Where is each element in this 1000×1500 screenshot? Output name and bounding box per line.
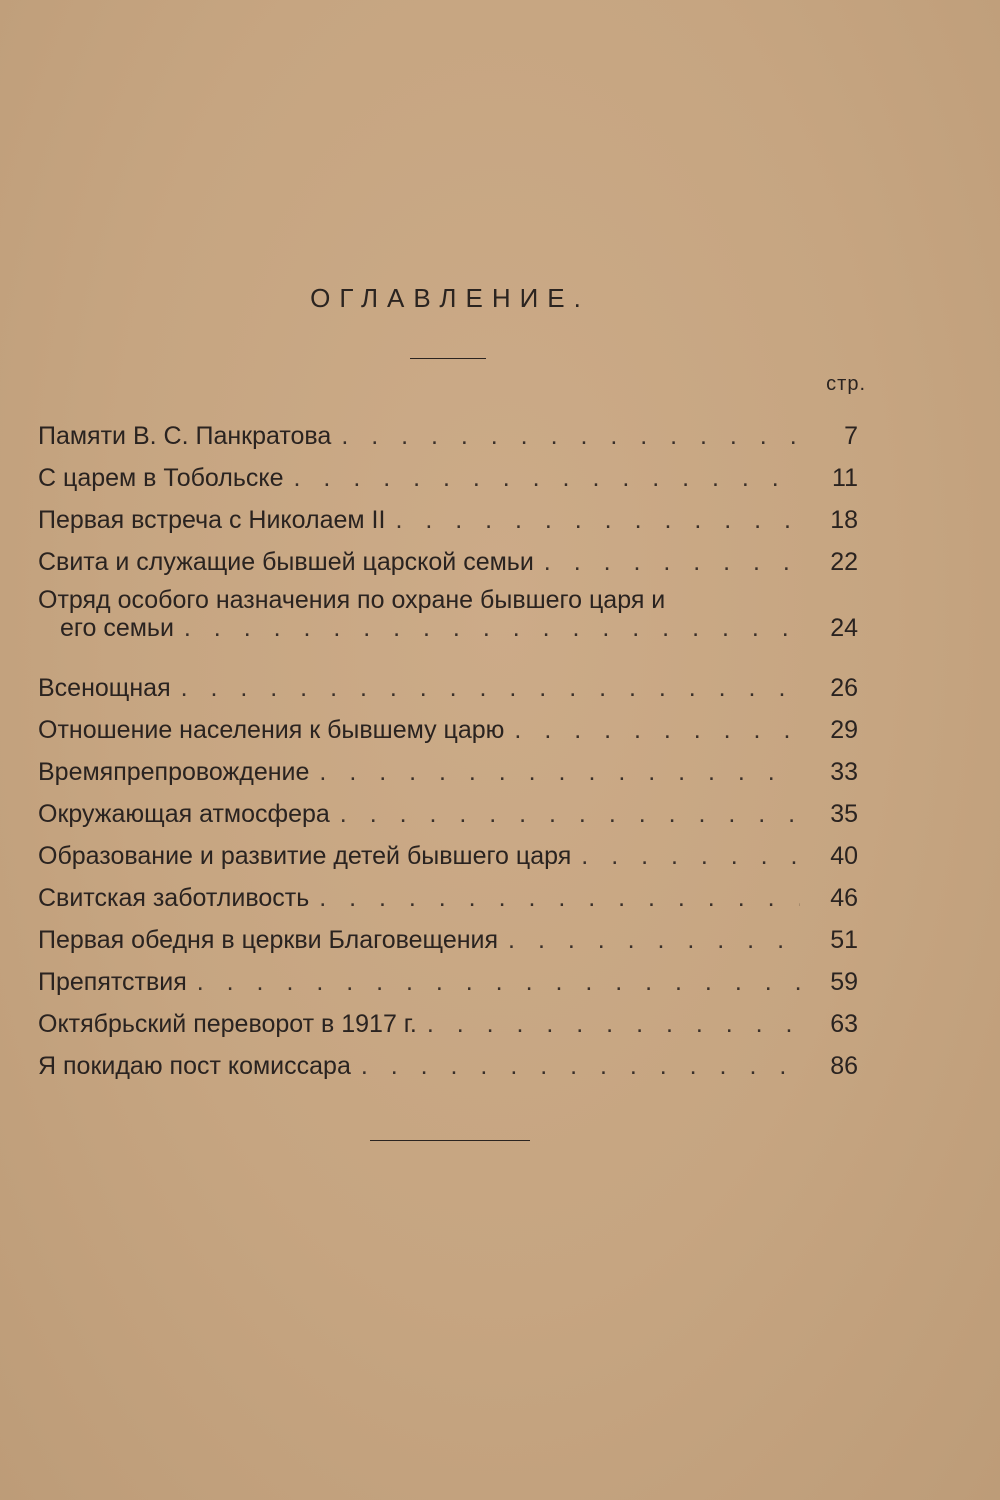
toc-entry-page: 59 [830,968,858,996]
toc-entry-title-line1: Отряд особого назначения по охране бывшего царя и [38,586,666,614]
toc-entry-page: 33 [830,758,858,786]
toc-entry [38,964,858,1006]
toc-entry-title: Образование и развитие детей бывшего царя [38,842,572,870]
toc-entry [38,712,858,754]
toc-entry-page: 18 [830,506,858,534]
toc-entry-page: 7 [844,422,858,450]
toc-entry-title: Времяпрепровождение [38,758,310,786]
toc-entry [38,838,858,880]
dot-leader [319,754,800,790]
dot-leader [341,418,800,454]
dot-leader [514,712,800,748]
page-column-label: стр. [826,373,866,395]
dot-leader [294,460,800,496]
dot-leader [319,880,800,916]
toc-entry-page: 26 [830,674,858,702]
toc-entry-page: 40 [830,842,858,870]
toc-entry-title: Препятствия [38,968,187,996]
toc-entry [38,880,858,922]
toc-entry-page: 22 [830,548,858,576]
dot-leader [197,964,800,1000]
dot-leader [544,544,800,580]
toc-entry [38,418,858,460]
dot-leader [427,1006,800,1042]
toc-entry-title: С царем в Тобольске [38,464,284,492]
toc-entry [38,502,858,544]
toc-entry-page: 51 [830,926,858,954]
toc-entry [38,796,858,838]
toc-entry [38,754,858,796]
title-divider [410,358,486,359]
toc-entry-title: Отношение населения к бывшему царю [38,716,505,744]
toc-entry [38,1006,858,1048]
dot-leader [395,502,800,538]
toc-entry-title: Свитская заботливость [38,884,310,912]
toc-entry-page: 86 [830,1052,858,1080]
end-divider [370,1140,530,1141]
toc-entry-title: Первая обедня в церкви Благовещения [38,926,499,954]
toc-entry [38,922,858,964]
toc-entry-page: 24 [830,614,858,642]
toc-entry-page: 11 [832,464,858,492]
dot-leader [508,922,800,958]
toc-entry-page: 63 [830,1010,858,1038]
toc-entry-title: Свита и служащие бывшей царской семьи [38,548,534,576]
toc-entry [38,544,858,586]
table-of-contents [38,418,858,1090]
toc-entry [38,1048,858,1090]
dot-leader [184,614,800,642]
page-title: ОГЛАВЛЕНИЕ. [310,283,590,313]
toc-entry-title: Всенощная [38,674,171,702]
toc-entry-continuation [38,614,858,642]
toc-entry-title: Октябрьский переворот в 1917 г. [38,1010,417,1038]
toc-entry-page: 35 [830,800,858,828]
dot-leader [581,838,800,874]
toc-entry-title: Окружающая атмосфера [38,800,330,828]
toc-entry-title: Памяти В. С. Панкратова [38,422,332,450]
toc-entry-title: Я покидаю пост комиссара [38,1052,351,1080]
toc-entry-page: 29 [830,716,858,744]
dot-leader [361,1048,800,1084]
toc-entry [38,460,858,502]
toc-entry [38,670,858,712]
toc-entry-page: 46 [830,884,858,912]
toc-entry [38,586,858,670]
toc-entry-title: Первая встреча с Николаем II [38,506,386,534]
toc-entry-title-line2: его семьи [60,614,174,642]
dot-leader [340,796,800,832]
dot-leader [181,670,800,706]
